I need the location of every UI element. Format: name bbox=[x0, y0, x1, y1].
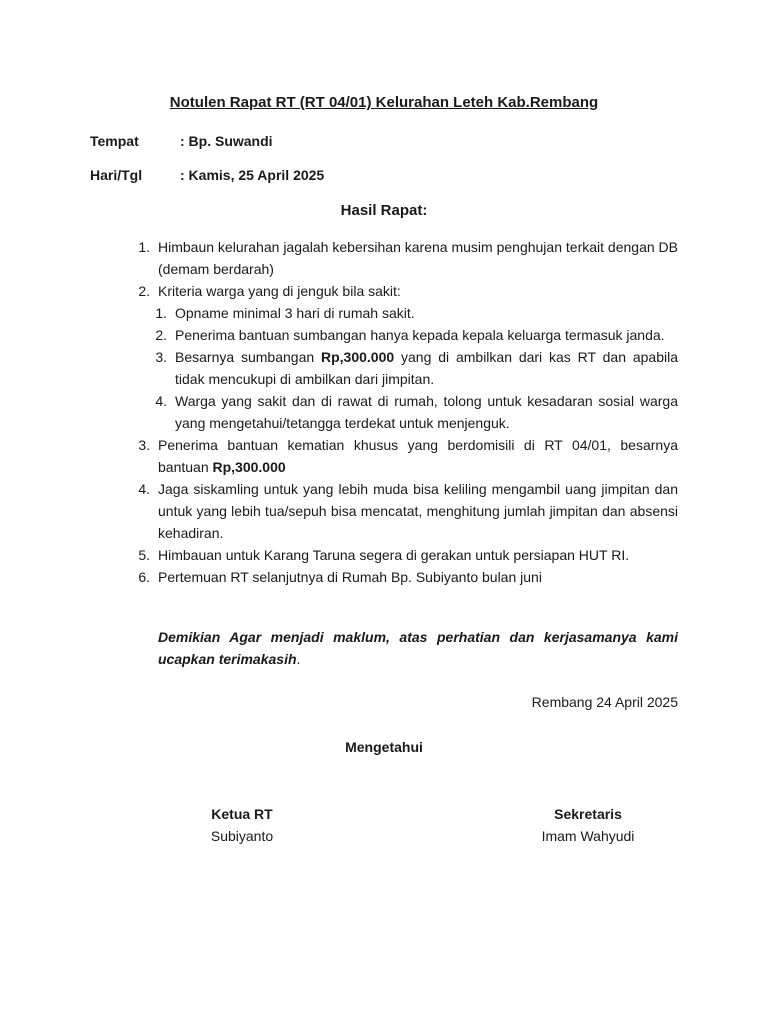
field-tempat-value: : Bp. Suwandi bbox=[180, 133, 273, 149]
item-number: 4. bbox=[138, 481, 150, 497]
item-text: Penerima bantuan kematian khusus yang berdomisili di RT 04/01, besarnya bantuan bbox=[158, 437, 678, 475]
hasil-rapat-heading: Hasil Rapat: bbox=[340, 202, 428, 219]
item-number: 1. bbox=[155, 305, 167, 321]
list-item bbox=[130, 544, 678, 566]
signature-role: Ketua RT bbox=[211, 806, 273, 822]
closing-statement bbox=[158, 626, 678, 670]
field-tempat bbox=[90, 133, 273, 149]
results-list bbox=[130, 236, 678, 588]
item-number: 4. bbox=[155, 393, 167, 409]
sublist-item bbox=[147, 324, 678, 346]
item-text: Kriteria warga yang di jenguk bila sakit: bbox=[158, 283, 401, 299]
sublist-item bbox=[147, 346, 678, 390]
list-item bbox=[130, 280, 678, 302]
closing-period: . bbox=[296, 651, 301, 667]
list-item bbox=[130, 478, 678, 544]
criteria-sublist bbox=[147, 302, 678, 434]
place-date: Rembang 24 April 2025 bbox=[531, 694, 678, 710]
signature-role: Sekretaris bbox=[554, 806, 622, 822]
item-text: Opname minimal 3 hari di rumah sakit. bbox=[175, 305, 415, 321]
sublist-item bbox=[147, 302, 678, 324]
item-text: Besarnya sumbangan bbox=[175, 349, 321, 365]
signature-name: Subiyanto bbox=[210, 828, 274, 844]
item-number: 3. bbox=[155, 349, 167, 365]
field-hari-label: Hari/Tgl bbox=[90, 167, 143, 183]
list-item bbox=[130, 566, 678, 588]
signature-sekretaris bbox=[478, 803, 698, 847]
sublist-item bbox=[147, 390, 678, 434]
acknowledge-label: Mengetahui bbox=[345, 739, 423, 755]
closing-text: Demikian Agar menjadi maklum, atas perhatian dan kerjasamanya kami ucapkan terimakasih bbox=[158, 629, 678, 667]
item-text: Himbaun kelurahan jagalah kebersihan karena musim penghujan terkait dengan DB (demam berdarah) bbox=[158, 239, 678, 277]
item-text: Jaga siskamling untuk yang lebih muda bisa keliling mengambil uang jimpitan dan untuk yang lebih tua/sepuh bisa mencatat, menghitung jumlah jimpitan dan absensi kehadiran. bbox=[158, 481, 678, 541]
amount-text: Rp,300.000 bbox=[212, 459, 286, 475]
item-number: 6. bbox=[138, 569, 150, 585]
item-number: 5. bbox=[138, 547, 150, 563]
item-number: 3. bbox=[138, 437, 150, 453]
amount-text: Rp,300.000 bbox=[321, 349, 395, 365]
item-text: Himbauan untuk Karang Taruna segera di gerakan untuk persiapan HUT RI. bbox=[158, 547, 630, 563]
document-title: Notulen Rapat RT (RT 04/01) Kelurahan Leteh Kab.Rembang bbox=[169, 94, 599, 111]
list-item bbox=[130, 434, 678, 478]
item-text: Pertemuan RT selanjutnya di Rumah Bp. Subiyanto bulan juni bbox=[158, 569, 542, 585]
item-text: yang di ambilkan dari kas RT dan apabila tidak mencukupi di ambilkan dari jimpitan. bbox=[175, 349, 678, 387]
item-number: 2. bbox=[155, 327, 167, 343]
item-number: 1. bbox=[138, 239, 150, 255]
list-item bbox=[130, 236, 678, 280]
field-hari-value: : Kamis, 25 April 2025 bbox=[180, 167, 325, 183]
field-tempat-label: Tempat bbox=[90, 133, 139, 149]
field-hari-tgl bbox=[90, 167, 324, 183]
item-number: 2. bbox=[138, 283, 150, 299]
signature-name: Imam Wahyudi bbox=[541, 828, 635, 844]
item-text: Warga yang sakit dan di rawat di rumah, tolong untuk kesadaran sosial warga yang mengetahui/tetangga terdekat untuk menjenguk. bbox=[175, 393, 678, 431]
signature-ketua bbox=[132, 803, 352, 847]
item-text: Penerima bantuan sumbangan hanya kepada kepala keluarga termasuk janda. bbox=[175, 327, 665, 343]
